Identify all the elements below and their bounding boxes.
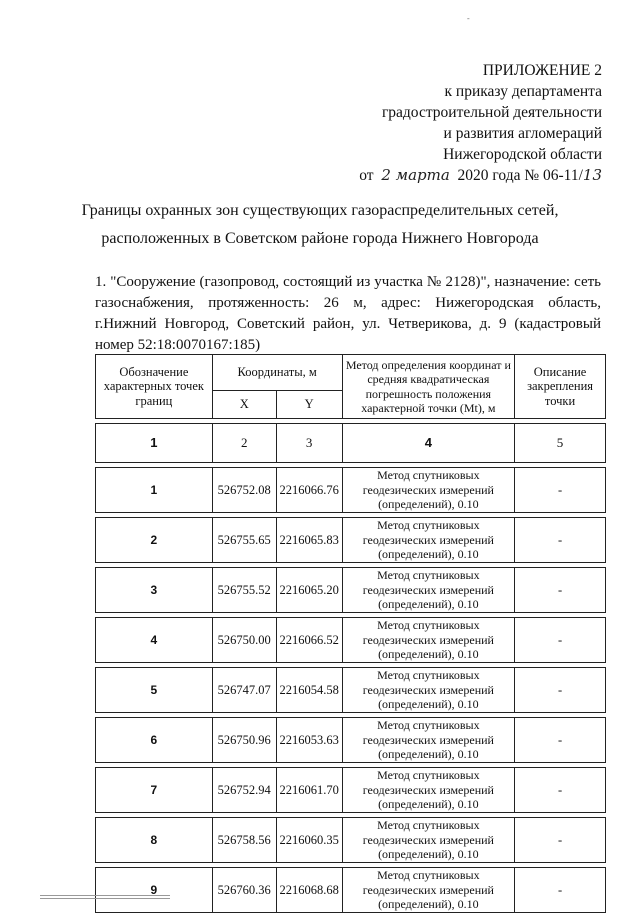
method-cell — [342, 668, 514, 713]
coord-y: 2216054.58 — [276, 668, 342, 713]
column-number: 1 — [96, 424, 213, 463]
appendix-line-5: Нижегородской области — [443, 146, 602, 163]
appendix-line-3: градостроительной деятельности — [381, 104, 602, 121]
method-line-1: Метод спутниковых — [377, 568, 480, 583]
column-number: 3 — [276, 424, 342, 463]
table-row — [96, 718, 606, 763]
method-line-3: (определений), 0.10 — [378, 747, 479, 762]
header-x: X — [212, 391, 276, 419]
method-line-1: Метод спутниковых — [377, 518, 480, 533]
method-line-3: (определений), 0.10 — [378, 797, 479, 812]
coord-y: 2216053.63 — [276, 718, 342, 763]
point-number: 9 — [96, 868, 213, 913]
handwritten-date: 2 марта — [381, 166, 450, 184]
coord-x: 526755.65 — [212, 518, 276, 563]
coord-x: 526752.08 — [212, 468, 276, 513]
table-row — [96, 668, 606, 713]
method-cell — [342, 568, 514, 613]
method-line-1: Метод спутниковых — [377, 668, 480, 683]
description-cell: - — [515, 818, 606, 863]
point-number: 1 — [96, 468, 213, 513]
method-line-3: (определений), 0.10 — [378, 597, 479, 612]
coord-y: 2216061.70 — [276, 768, 342, 813]
column-numbers-row — [96, 424, 606, 463]
description-cell: - — [515, 718, 606, 763]
method-line-2: геодезических измерений — [362, 782, 494, 797]
coord-y: 2216068.68 — [276, 868, 342, 913]
order-line — [359, 165, 602, 186]
method-line-2: геодезических измерений — [362, 832, 494, 847]
method-cell — [342, 468, 514, 513]
method-line-2: геодезических измерений — [362, 482, 494, 497]
coord-x: 526752.94 — [212, 768, 276, 813]
header-y: Y — [276, 391, 342, 419]
order-number: 2020 года № 06-11/ — [457, 167, 583, 184]
coord-x: 526758.56 — [212, 818, 276, 863]
column-number: 5 — [515, 424, 606, 463]
handwritten-number: 13 — [582, 166, 602, 184]
method-line-2: геодезических измерений — [362, 582, 494, 597]
coord-y: 2216065.20 — [276, 568, 342, 613]
description-cell: - — [515, 568, 606, 613]
method-line-1: Метод спутниковых — [377, 718, 480, 733]
column-number: 4 — [342, 424, 514, 463]
method-cell — [342, 768, 514, 813]
item-description: 1. "Сооружение (газопровод, состоящий из участка № 2128)", назначение: сеть газоснабжения, протяженность: 26 м, адрес: Нижегородская область, г.Нижний Новгород, Советский район, ул. Четверикова, д. 9 (кадастровый номер 52:18:0070167:185) — [95, 274, 601, 353]
method-line-2: геодезических измерений — [362, 732, 494, 747]
document-title-line-1: Границы охранных зон существующих газораспределительных сетей, — [81, 202, 559, 219]
method-line-1: Метод спутниковых — [377, 818, 480, 833]
coord-y: 2216060.35 — [276, 818, 342, 863]
method-line-3: (определений), 0.10 — [378, 697, 479, 712]
method-line-3: (определений), 0.10 — [378, 547, 479, 562]
table-row — [96, 818, 606, 863]
method-line-3: (определений), 0.10 — [378, 647, 479, 662]
coord-y: 2216066.52 — [276, 618, 342, 663]
point-number: 6 — [96, 718, 213, 763]
description-cell: - — [515, 468, 606, 513]
table-row — [96, 518, 606, 563]
header-description: Описание закрепления точки — [515, 355, 606, 419]
method-line-1: Метод спутниковых — [377, 768, 480, 783]
table-row — [96, 468, 606, 513]
method-cell — [342, 518, 514, 563]
description-cell: - — [515, 868, 606, 913]
footer-line — [40, 895, 170, 899]
description-cell: - — [515, 518, 606, 563]
document-title-line-2: расположенных в Советском районе города Нижнего Новгорода — [101, 230, 539, 247]
method-cell — [342, 868, 514, 913]
method-line-1: Метод спутниковых — [377, 618, 480, 633]
coord-x: 526750.96 — [212, 718, 276, 763]
coord-x: 526750.00 — [212, 618, 276, 663]
top-mark: - — [467, 14, 470, 23]
method-line-2: геодезических измерений — [362, 532, 494, 547]
coord-x: 526755.52 — [212, 568, 276, 613]
coord-x: 526747.07 — [212, 668, 276, 713]
header-point: Обозначение характерных точек границ — [96, 355, 213, 419]
method-cell — [342, 618, 514, 663]
coordinates-table — [95, 354, 606, 913]
method-line-1: Метод спутниковых — [377, 468, 480, 483]
table-row — [96, 868, 606, 913]
table-row — [96, 768, 606, 813]
method-cell — [342, 718, 514, 763]
method-line-2: геодезических измерений — [362, 882, 494, 897]
header-method: Метод определения координат и средняя квадратическая погрешность положения характерной точки (Mt), м — [342, 355, 514, 419]
method-line-1: Метод спутниковых — [377, 868, 480, 883]
point-number: 3 — [96, 568, 213, 613]
coord-y: 2216065.83 — [276, 518, 342, 563]
appendix-line-4: и развития агломераций — [443, 125, 602, 142]
appendix-title: ПРИЛОЖЕНИЕ 2 — [482, 62, 602, 79]
column-number: 2 — [212, 424, 276, 463]
description-cell: - — [515, 768, 606, 813]
method-line-3: (определений), 0.10 — [378, 497, 479, 512]
description-cell: - — [515, 618, 606, 663]
method-cell — [342, 818, 514, 863]
coord-y: 2216066.76 — [276, 468, 342, 513]
point-number: 7 — [96, 768, 213, 813]
method-line-3: (определений), 0.10 — [378, 897, 479, 912]
method-line-3: (определений), 0.10 — [378, 847, 479, 862]
method-line-2: геодезических измерений — [362, 632, 494, 647]
point-number: 4 — [96, 618, 213, 663]
order-prefix: от — [359, 167, 374, 184]
table-row — [96, 568, 606, 613]
appendix-header — [359, 60, 602, 186]
point-number: 2 — [96, 518, 213, 563]
point-number: 5 — [96, 668, 213, 713]
appendix-line-2: к приказу департамента — [444, 83, 602, 100]
method-line-2: геодезических измерений — [362, 682, 494, 697]
point-number: 8 — [96, 818, 213, 863]
description-cell: - — [515, 668, 606, 713]
coord-x: 526760.36 — [212, 868, 276, 913]
table-row — [96, 618, 606, 663]
header-coordinates: Координаты, м — [212, 355, 342, 391]
